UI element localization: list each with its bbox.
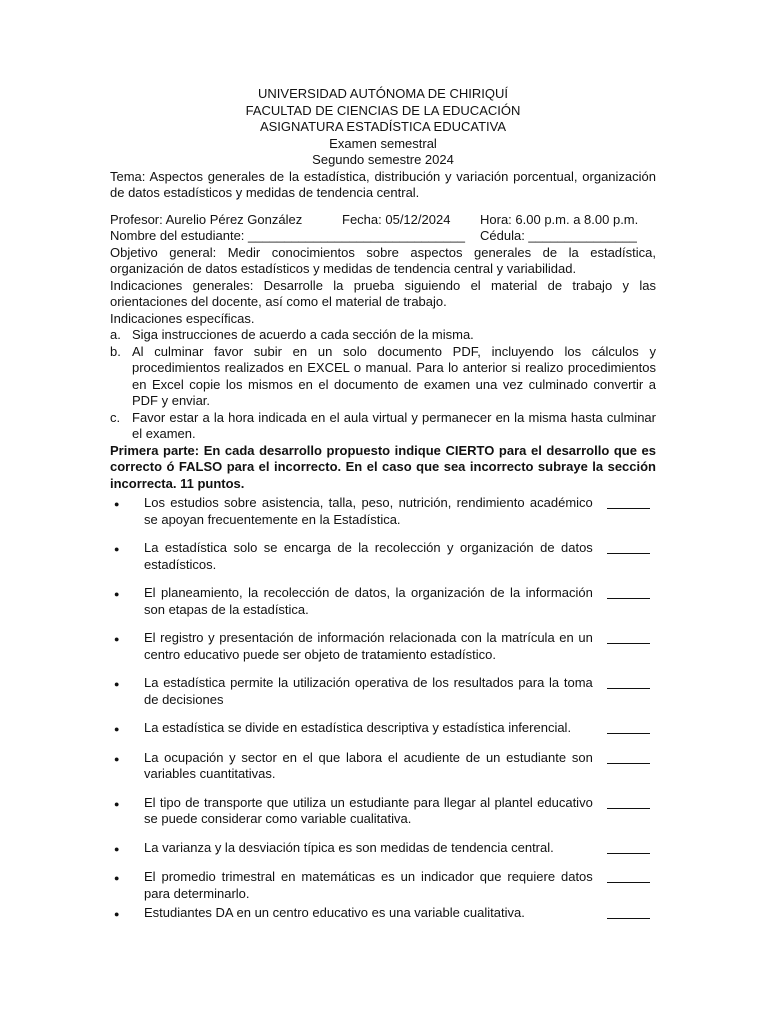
exam-topic: Tema: Aspectos generales de la estadística, distribución y variación porcentual, organización de datos estadísticos y medidas de tendencia central. xyxy=(110,168,656,200)
answer-blank xyxy=(607,540,656,556)
answer-blank xyxy=(607,720,656,736)
part-one-instructions: Primera parte: En cada desarrollo propuesto indique CIERTO para el desarrollo que es correcto ó FALSO para el incorrecto. En el caso que sea incorrecto subraye la sección incorrecta. 11 puntos. xyxy=(110,442,656,491)
question-item xyxy=(110,630,656,663)
question-text: La varianza y la desviación típica es son medidas de tendencia central. xyxy=(144,839,554,855)
id-number-field: Cédula: _______________ xyxy=(480,228,637,243)
question-text: La estadística permite la utilización operativa de los resultados para la toma de decisiones xyxy=(144,675,593,707)
faculty-name: FACULTAD DE CIENCIAS DE LA EDUCACIÓN xyxy=(245,102,521,118)
answer-blank xyxy=(607,905,656,921)
bullet-icon: ● xyxy=(114,753,120,764)
bullet-icon: ● xyxy=(114,798,120,809)
list-marker: b. xyxy=(110,343,121,359)
bullet-icon: ● xyxy=(114,544,120,554)
answer-blank xyxy=(607,585,656,601)
list-item xyxy=(110,344,656,410)
student-info-row xyxy=(110,228,656,245)
list-item xyxy=(110,327,656,344)
general-instructions: Indicaciones generales: Desarrolle la prueba siguiendo el material de trabajo y las orientaciones del docente, así como el material de trabajo. xyxy=(110,277,656,309)
general-objective: Objetivo general: Medir conocimientos sobre aspectos generales de la estadística, organización de datos estadísticos y medidas de tendencia central y variabilidad. xyxy=(110,244,656,276)
answer-blank xyxy=(607,495,656,511)
question-item xyxy=(110,840,656,858)
bullet-icon: ● xyxy=(114,634,120,644)
list-item xyxy=(110,410,656,443)
question-item xyxy=(110,585,656,618)
question-item xyxy=(110,720,656,738)
list-item-text: Al culminar favor subir en un solo documento PDF, incluyendo los cálculos y procedimientos realizados en EXCEL o manual. Para lo anterior si realizo procedimientos en Excel copie los mismos en el documento de examen una vez culminado convertir a PDF y enviar. xyxy=(132,343,656,408)
bullet-icon: ● xyxy=(114,499,120,509)
list-marker: a. xyxy=(110,327,121,342)
question-text: Estudiantes DA en un centro educativo es una variable cualitativa. xyxy=(144,905,525,920)
exam-type: Examen semestral xyxy=(329,135,437,151)
semester: Segundo semestre 2024 xyxy=(312,152,454,167)
university-name: UNIVERSIDAD AUTÓNOMA DE CHIRIQUÍ xyxy=(258,86,508,101)
question-item xyxy=(110,905,656,923)
bullet-icon: ● xyxy=(114,909,120,919)
student-name-field: Nombre del estudiante: ______________________________ xyxy=(110,228,465,243)
bullet-icon: ● xyxy=(114,589,120,599)
question-item xyxy=(110,495,656,528)
answer-blank xyxy=(607,750,656,766)
specific-instructions-list xyxy=(110,327,656,443)
bullet-icon: ● xyxy=(114,724,120,734)
question-item xyxy=(110,869,656,902)
answer-blank xyxy=(607,630,656,646)
question-item xyxy=(110,750,656,783)
question-text: La estadística solo se encarga de la recolección y organización de datos estadísticos. xyxy=(144,540,593,572)
question-text: El promedio trimestral en matemáticas es un indicador que requiere datos para determinarlo. xyxy=(144,869,593,901)
exam-date: Fecha: 05/12/2024 xyxy=(342,211,451,227)
question-text: Los estudios sobre asistencia, talla, peso, nutrición, rendimiento académico se apoyan frecuentemente en la Estadística. xyxy=(144,495,593,527)
question-item xyxy=(110,540,656,573)
question-text: El registro y presentación de información relacionada con la matrícula en un centro educativo puede ser objeto de tratamiento estadístico. xyxy=(144,630,593,662)
question-item xyxy=(110,795,656,828)
question-text: El tipo de transporte que utiliza un estudiante para llegar al plantel educativo se puede considerar como variable cualitativa. xyxy=(144,794,593,826)
professor: Profesor: Aurelio Pérez González xyxy=(110,211,303,227)
specific-instructions-heading: Indicaciones específicas. xyxy=(110,310,255,326)
subject-name: ASIGNATURA ESTADÍSTICA EDUCATIVA xyxy=(259,119,507,134)
list-item-text: Siga instrucciones de acuerdo a cada sección de la misma. xyxy=(132,327,474,342)
question-text: La ocupación y sector en el que labora el acudiente de un estudiante son variables cuantitativas. xyxy=(144,749,593,781)
exam-time: Hora: 6.00 p.m. a 8.00 p.m. xyxy=(480,211,639,227)
answer-blank xyxy=(607,840,656,856)
exam-info-row xyxy=(110,212,656,229)
bullet-icon: ● xyxy=(114,843,120,854)
true-false-list xyxy=(110,495,656,923)
answer-blank xyxy=(607,675,656,691)
bullet-icon: ● xyxy=(114,679,120,689)
exam-document xyxy=(110,86,656,935)
question-item xyxy=(110,675,656,708)
question-text: El planeamiento, la recolección de datos, la organización de la información son etapas de la estadística. xyxy=(144,585,593,617)
question-text: La estadística se divide en estadística descriptiva y estadística inferencial. xyxy=(144,720,572,735)
list-item-text: Favor estar a la hora indicada en el aula virtual y permanecer en la misma hasta culminar el examen. xyxy=(132,409,656,441)
list-marker: c. xyxy=(110,409,121,425)
answer-blank xyxy=(607,795,656,811)
exam-header xyxy=(110,86,656,169)
answer-blank xyxy=(607,869,656,885)
bullet-icon: ● xyxy=(114,873,120,883)
